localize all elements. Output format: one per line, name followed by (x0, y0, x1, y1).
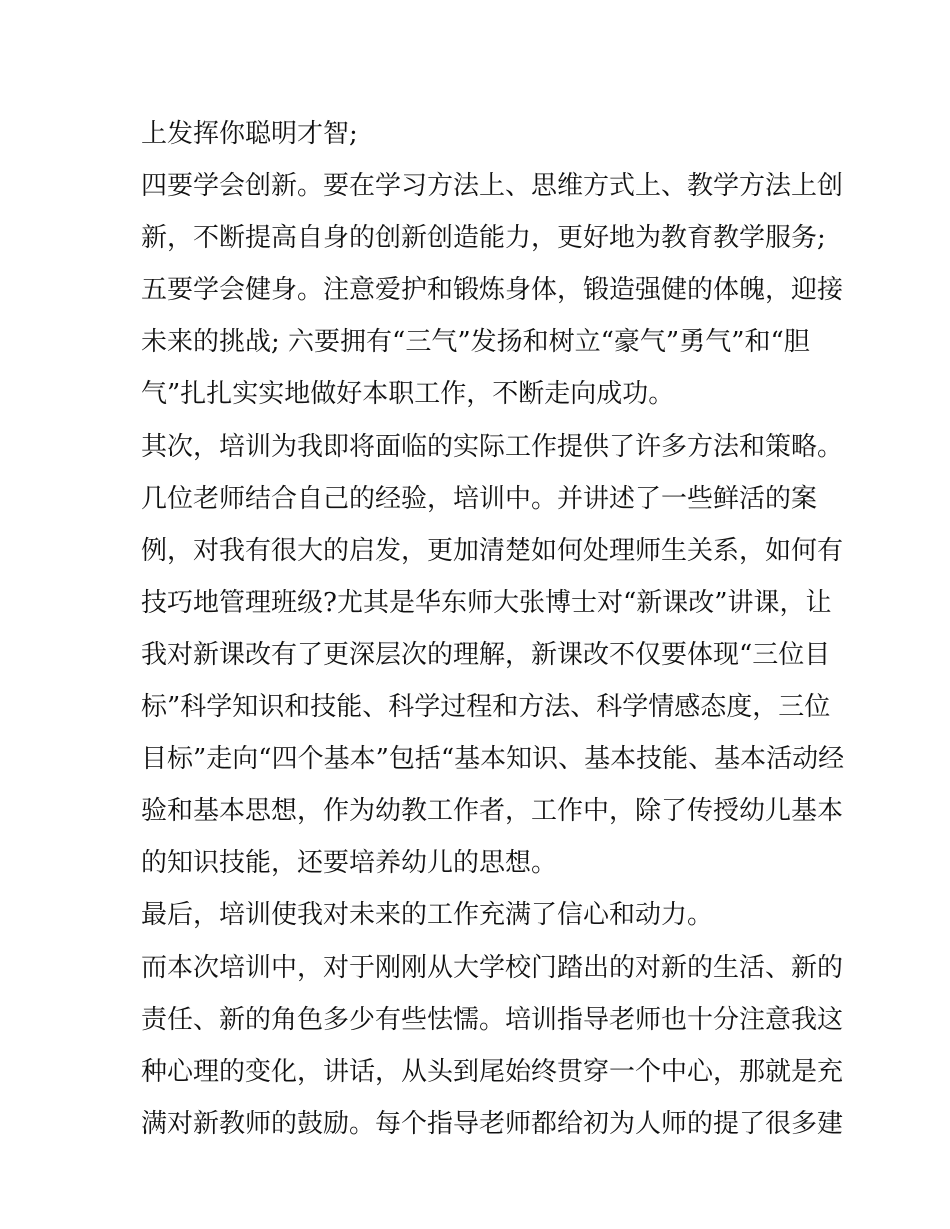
text-line: 气”扎扎实实地做好本职工作，不断走向成功。 (141, 379, 675, 410)
text-line: 目标”走向“四个基本”包括“基本知识、基本技能、基本活动经 (141, 744, 845, 775)
text-line: 责任、新的角色多少有些怯懦。培训指导老师也十分注意我这 (141, 1004, 844, 1035)
text-line: 几位老师结合自己的经验，培训中。并讲述了一些鲜活的案 (141, 483, 818, 514)
text-line: 最后，培训使我对未来的工作充满了信心和动力。 (141, 900, 714, 931)
text-line: 的知识技能，还要培养幼儿的思想。 (141, 848, 558, 879)
text-line: 验和基本思想，作为幼教工作者，工作中，除了传授幼儿基本 (141, 796, 844, 827)
text-line: 而本次培训中，对于刚刚从大学校门踏出的对新的生活、新的 (141, 952, 844, 983)
text-line: 上发挥你聪明才智; (141, 119, 358, 149)
text-line: 未来的挑战; 六要拥有“三气”发扬和树立“豪气”勇气”和“胆 (141, 327, 810, 358)
text-line: 其次，培训为我即将面临的实际工作提供了许多方法和策略。 (141, 431, 844, 462)
text-line: 标”科学知识和技能、科学过程和方法、科学情感态度，三位 (141, 692, 831, 723)
text-line: 我对新课改有了更深层次的理解，新课改不仅要体现“三位目 (141, 639, 831, 670)
text-line: 新，不断提高自身的创新创造能力，更好地为教育教学服务; (141, 223, 826, 254)
text-line: 四要学会创新。要在学习方法上、思维方式上、教学方法上创 (141, 171, 844, 202)
text-line: 例，对我有很大的启发，更加清楚如何处理师生关系，如何有 (141, 535, 844, 566)
document-body (141, 108, 845, 1150)
text-line: 满对新教师的鼓励。每个指导老师都给初为人师的提了很多建 (141, 1108, 844, 1139)
text-line: 种心理的变化，讲话，从头到尾始终贯穿一个中心，那就是充 (141, 1056, 844, 1087)
text-line: 技巧地管理班级?尤其是华东师大张博士对“新课改”讲课，让 (141, 587, 832, 618)
text-line: 五要学会健身。注意爱护和锻炼身体，锻造强健的体魄，迎接 (141, 275, 844, 306)
